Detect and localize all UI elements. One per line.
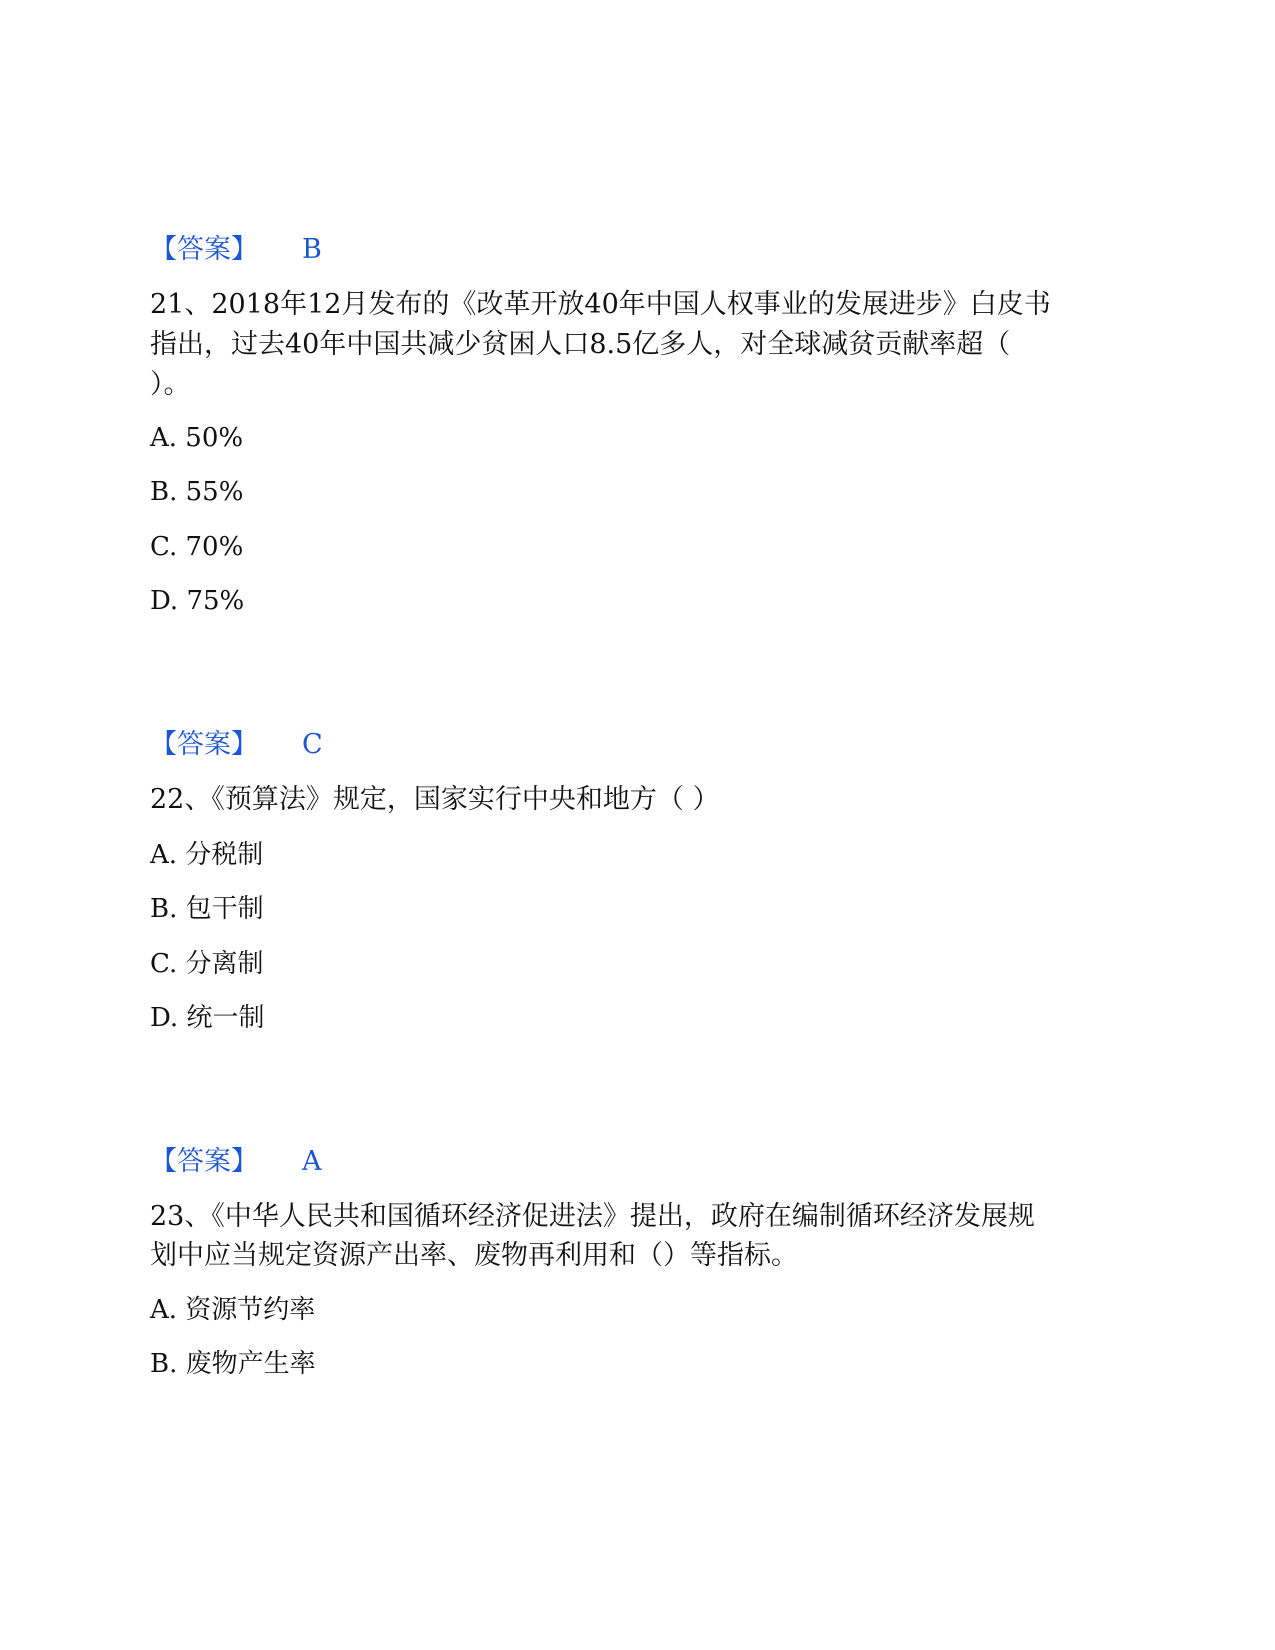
answer-value: C (302, 729, 323, 760)
answer-value: B (302, 234, 322, 265)
answer-label: 【答案】 (150, 234, 258, 265)
option-b: B. 废物产生率 (150, 1349, 316, 1379)
option-c: C. 70% (150, 532, 244, 562)
question-text: 指出，过去40年中国共减少贫困人口8.5亿多人，对全球减贫贡献率超（ (150, 329, 1011, 360)
answer-label: 【答案】 (150, 1146, 258, 1177)
question-text: 划中应当规定资源产出率、废物再利用和（）等指标。 (150, 1240, 798, 1271)
question-text: 21、2018年12月发布的《改革开放40年中国人权事业的发展进步》白皮书 (150, 289, 1051, 320)
question-text: 22、《预算法》规定，国家实行中央和地方（ ） (150, 784, 720, 815)
answer-line (150, 727, 323, 763)
option-a: A. 分税制 (150, 840, 264, 870)
option-b: B. 包干制 (150, 894, 264, 924)
option-d: D. 75% (150, 586, 245, 616)
option-d: D. 统一制 (150, 1003, 265, 1033)
answer-line (150, 232, 322, 268)
answer-label: 【答案】 (150, 729, 258, 760)
option-a: A. 资源节约率 (150, 1295, 316, 1325)
question-text: 23、《中华人民共和国循环经济促进法》提出，政府在编制循环经济发展规 (150, 1201, 1035, 1232)
answer-line (150, 1144, 322, 1180)
option-b: B. 55% (150, 477, 244, 507)
answer-value: A (302, 1146, 322, 1177)
option-a: A. 50% (150, 423, 244, 453)
question-text: ）。 (150, 369, 191, 400)
option-c: C. 分离制 (150, 949, 264, 979)
